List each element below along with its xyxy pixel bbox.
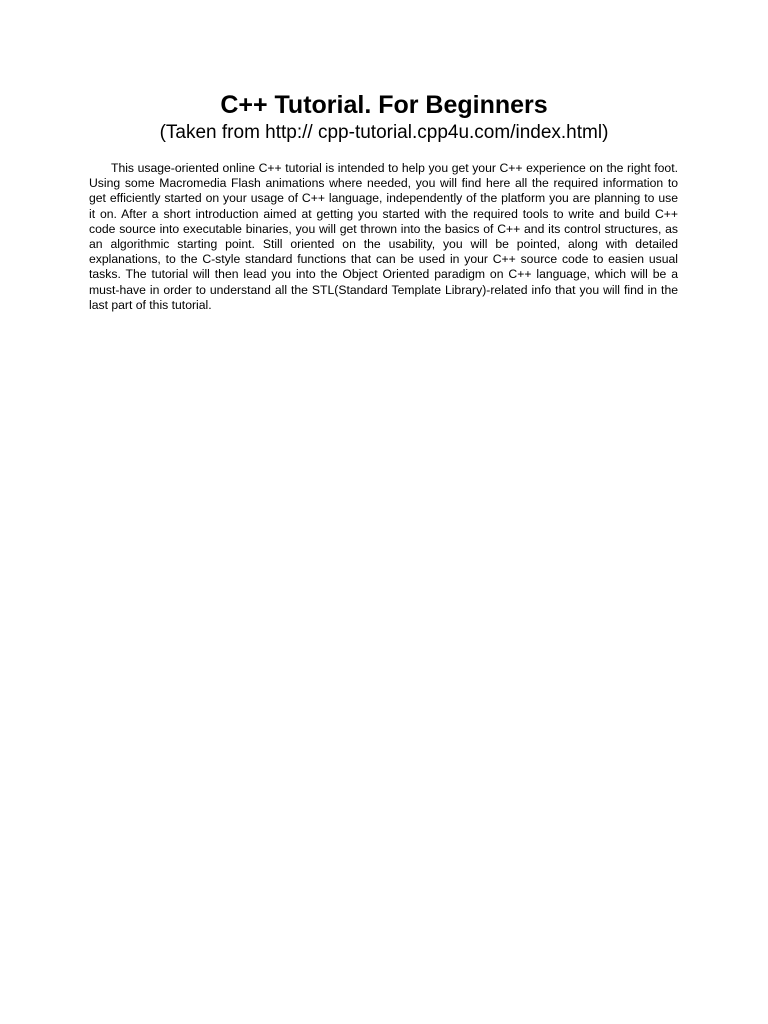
document-title: C++ Tutorial. For Beginners (220, 91, 548, 119)
body-paragraph: This usage-oriented online C++ tutorial is intended to help you get your C++ experience on the right foot. Using some Macromedia Flash animations where needed, you will find here all the required information to get efficiently started on your usage of C++ language, independently of the platform you are planning to use it on. After a short introduction aimed at getting you started with the required tools to write and build C++ code source into executable binaries, you will get thrown into the basics of C++ and its control structures, as an algorithmic starting point. Still oriented on the usability, you will be pointed, along with detailed explanations, to the C-style standard functions that can be used in your C++ source code to easien usual tasks. The tutorial will then lead you into the Object Oriented paradigm on C++ language, which will be a must-have in order to understand all the STL(Standard Template Library)-related info that you will find in the last part of this tutorial. (89, 161, 678, 312)
document-subtitle: (Taken from http:// cpp-tutorial.cpp4u.com/index.html) (159, 122, 609, 143)
